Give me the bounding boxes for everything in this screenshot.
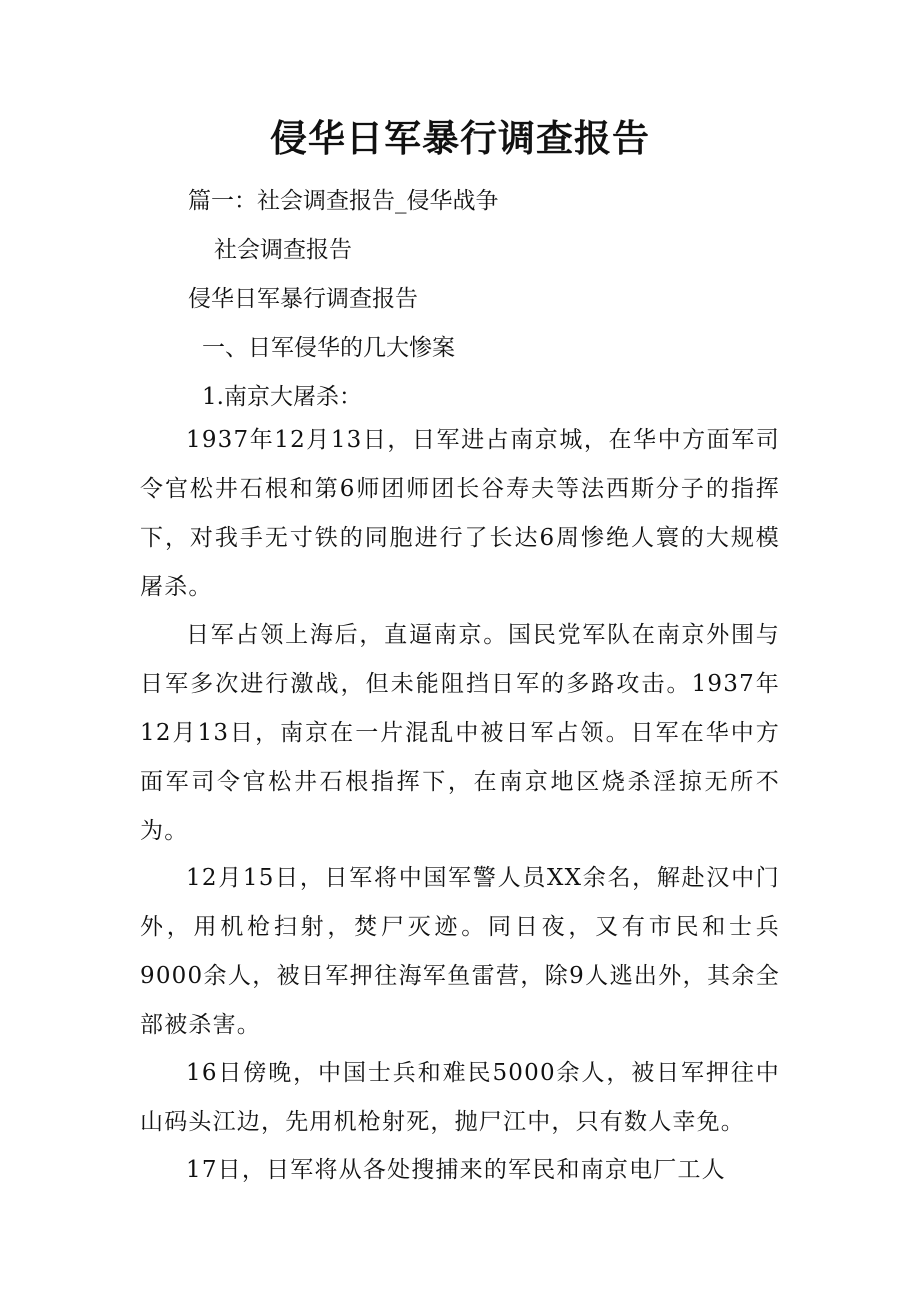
paragraph: 17日，日军将从各处搜捕来的军民和南京电厂工人 <box>186 1157 726 1183</box>
paragraph: 16日傍晚，中国士兵和难民5000余人，被日军押往中山码头江边，先用机枪射死，抛尸江中，只有数人幸免。 <box>140 1060 780 1135</box>
subsection-heading: 1.南京大屠杀： <box>202 384 362 410</box>
report-title: 侵华日军暴行调查报告 <box>188 286 418 312</box>
paragraph: 12月15日，日军将中国军警人员XX余名，解赴汉中门外，用机枪扫射，焚尸灭迹。同日夜，又有市民和士兵9000余人，被日军押往海军鱼雷营，除9人逃出外，其余全部被杀害。 <box>140 865 780 1038</box>
document-title: 侵华日军暴行调查报告 <box>270 116 650 160</box>
subheading: 社会调查报告 <box>214 237 352 263</box>
paragraph: 日军占领上海后，直逼南京。国民党军队在南京外围与日军多次进行激战，但未能阻挡日军的多路攻击。1937年12月13日，南京在一片混乱中被日军占领。日军在华中方面军司令官松井石根指挥下，在南京地区烧杀淫掠无所不为。 <box>140 622 780 844</box>
chapter-heading: 篇一：社会调查报告_侵华战争 <box>188 188 499 214</box>
paragraph: 1937年12月13日，日军进占南京城，在华中方面军司令官松井石根和第6师团师团长谷寿夫等法西斯分子的指挥下，对我手无寸铁的同胞进行了长达6周惨绝人寰的大规模屠杀。 <box>140 427 780 600</box>
section-heading: 一、日军侵华的几大惨案 <box>202 335 455 361</box>
